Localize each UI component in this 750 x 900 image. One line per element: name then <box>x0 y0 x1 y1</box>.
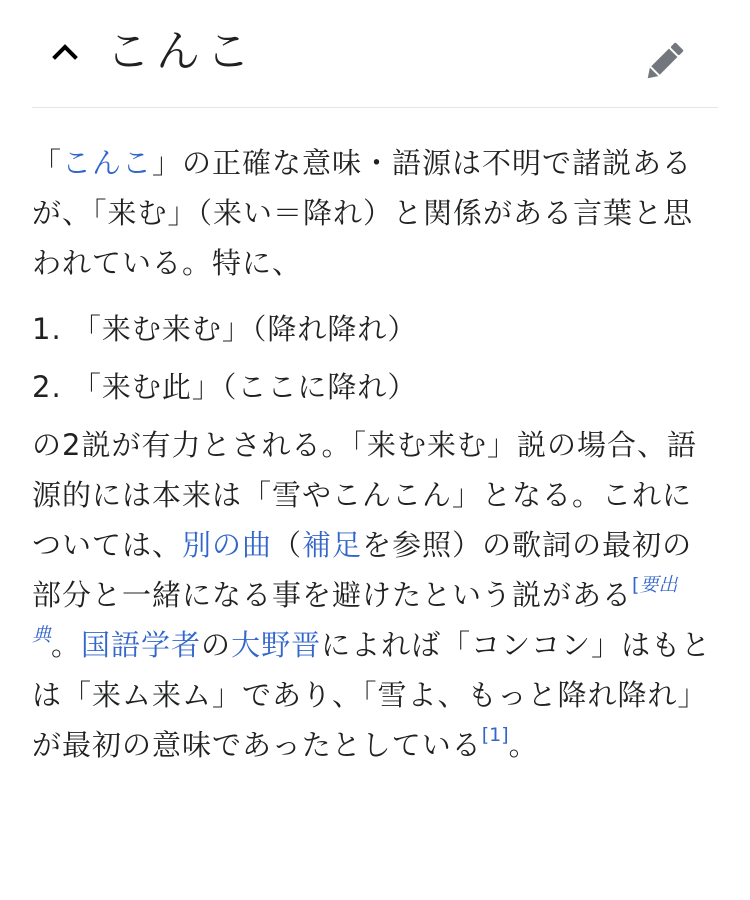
kokugo-gakusha-link[interactable]: 国語学者 <box>81 628 202 662</box>
pencil-icon[interactable] <box>640 38 688 86</box>
section-title: こんこ <box>106 26 256 77</box>
konko-link[interactable]: こんこ <box>62 146 153 180</box>
list-item: 2. 「来む此」（ここに降れ） <box>32 370 418 404</box>
body-paragraph: の2説が有力とされる。「来む来む」説の場合、語源的には本来は「雪やこんこん」となる。これについては、別の曲（補足を参照）の歌詞の最初の部分と一緒になる事を避けたという説がある$^{[要出典}$。国語学者の大野晋によれば「コンコン」はもとは「来ム来ム」であり、「雪よ、もっと降れ降れ」が最初の意味であったとしている[1]。 <box>32 428 712 762</box>
list-item: 1. 「来む来む」（降れ降れ） <box>32 312 418 346</box>
section-header[interactable] <box>32 0 718 108</box>
intro-paragraph: 「こんこ」の正確な意味・語源は不明で諸説あるが、「来む」（来い＝降れ）と関係がある言葉と思われている。特に、 <box>32 146 694 280</box>
citation-needed[interactable]: [要出典 <box>32 574 678 646</box>
reference-1[interactable]: [1] <box>481 724 509 746</box>
hosoku-link[interactable]: 補足 <box>302 528 363 562</box>
betsu-no-kyoku-link[interactable]: 別の曲 <box>182 528 273 562</box>
chevron-up-icon[interactable] <box>50 36 80 66</box>
theory-list <box>32 304 718 412</box>
section-content <box>32 138 718 770</box>
ono-susumu-link[interactable]: 大野晋 <box>231 628 322 662</box>
